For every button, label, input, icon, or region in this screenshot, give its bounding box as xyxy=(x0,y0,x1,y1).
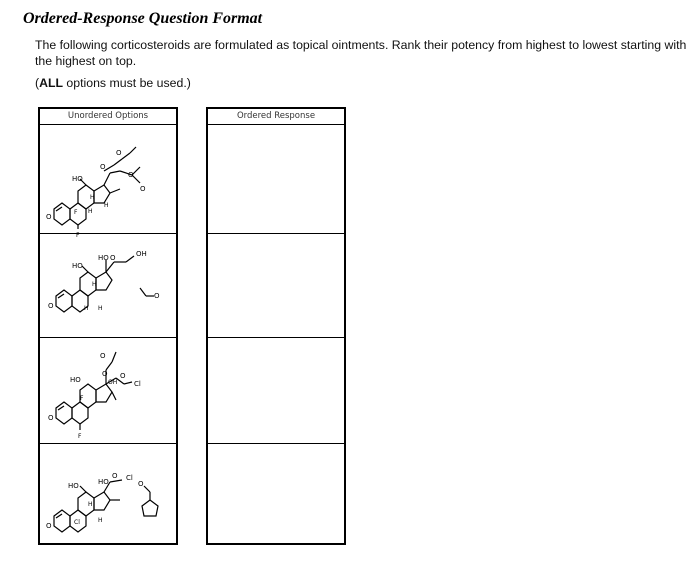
option-card-1[interactable] xyxy=(40,125,176,239)
atom-label: Cl xyxy=(126,474,133,482)
usage-note xyxy=(35,76,191,90)
atom-label: O xyxy=(46,522,52,530)
atom-label: H xyxy=(98,305,103,312)
option-card-2[interactable] xyxy=(40,233,176,337)
atom-label: H xyxy=(88,208,93,215)
atom-label: F xyxy=(76,232,80,239)
atom-label: HO xyxy=(68,482,79,490)
structure-2 xyxy=(44,238,174,334)
atom-label: HO xyxy=(98,478,109,486)
question-title: Ordered-Response Question Format xyxy=(23,10,263,27)
atom-label: O xyxy=(46,213,52,221)
atom-label: H xyxy=(98,517,103,524)
question-prompt: The following corticosteroids are formulated as topical ointments. Rank their potency from highest to lowest starting with the highest on top. xyxy=(35,38,687,68)
atom-label: H xyxy=(104,202,109,209)
option-card-3[interactable] xyxy=(40,337,176,443)
atom-label: O xyxy=(100,163,106,171)
atom-label: OH xyxy=(136,250,147,258)
note-open: ( xyxy=(35,76,40,90)
ordered-response-column xyxy=(206,107,346,545)
note-rest: options must be used.) xyxy=(63,76,191,90)
response-slot-1[interactable] xyxy=(208,125,344,233)
atom-label: OH xyxy=(108,379,118,386)
atom-label: F xyxy=(74,209,78,216)
atom-label: O xyxy=(48,302,54,310)
atom-label: O xyxy=(110,254,116,262)
atom-label: O xyxy=(102,370,108,378)
atom-label: H xyxy=(92,281,97,288)
structure-1 xyxy=(44,129,174,239)
structure-4 xyxy=(44,448,174,540)
atom-label: O xyxy=(116,149,122,157)
atom-label: O xyxy=(138,480,144,488)
atom-label: O xyxy=(140,185,146,193)
response-slot-2[interactable] xyxy=(208,233,344,337)
atom-label: O xyxy=(120,372,126,380)
unordered-options-column xyxy=(38,107,178,545)
atom-label: O xyxy=(128,171,134,179)
atom-label: O xyxy=(112,472,118,480)
option-card-4[interactable] xyxy=(40,443,176,543)
response-slot-3[interactable] xyxy=(208,337,344,443)
atom-label: HO xyxy=(70,376,81,384)
atom-label: H xyxy=(90,194,95,201)
structure-3 xyxy=(44,342,174,440)
atom-label: Cl xyxy=(74,519,80,526)
ordered-response-header: Ordered Response xyxy=(208,109,344,125)
response-slot-4[interactable] xyxy=(208,443,344,543)
atom-label: O xyxy=(100,352,106,360)
atom-label: F xyxy=(78,433,82,440)
atom-label: F xyxy=(80,395,84,402)
atom-label: Cl xyxy=(134,380,141,388)
atom-label: HO xyxy=(72,175,83,183)
note-bold: ALL xyxy=(39,76,64,90)
atom-label: HO xyxy=(98,254,109,262)
atom-label: HO xyxy=(72,262,83,270)
atom-label: O xyxy=(48,414,54,422)
unordered-options-header: Unordered Options xyxy=(40,109,176,125)
atom-label: H xyxy=(84,305,89,312)
atom-label: H xyxy=(88,501,93,508)
atom-label: O xyxy=(154,292,160,300)
